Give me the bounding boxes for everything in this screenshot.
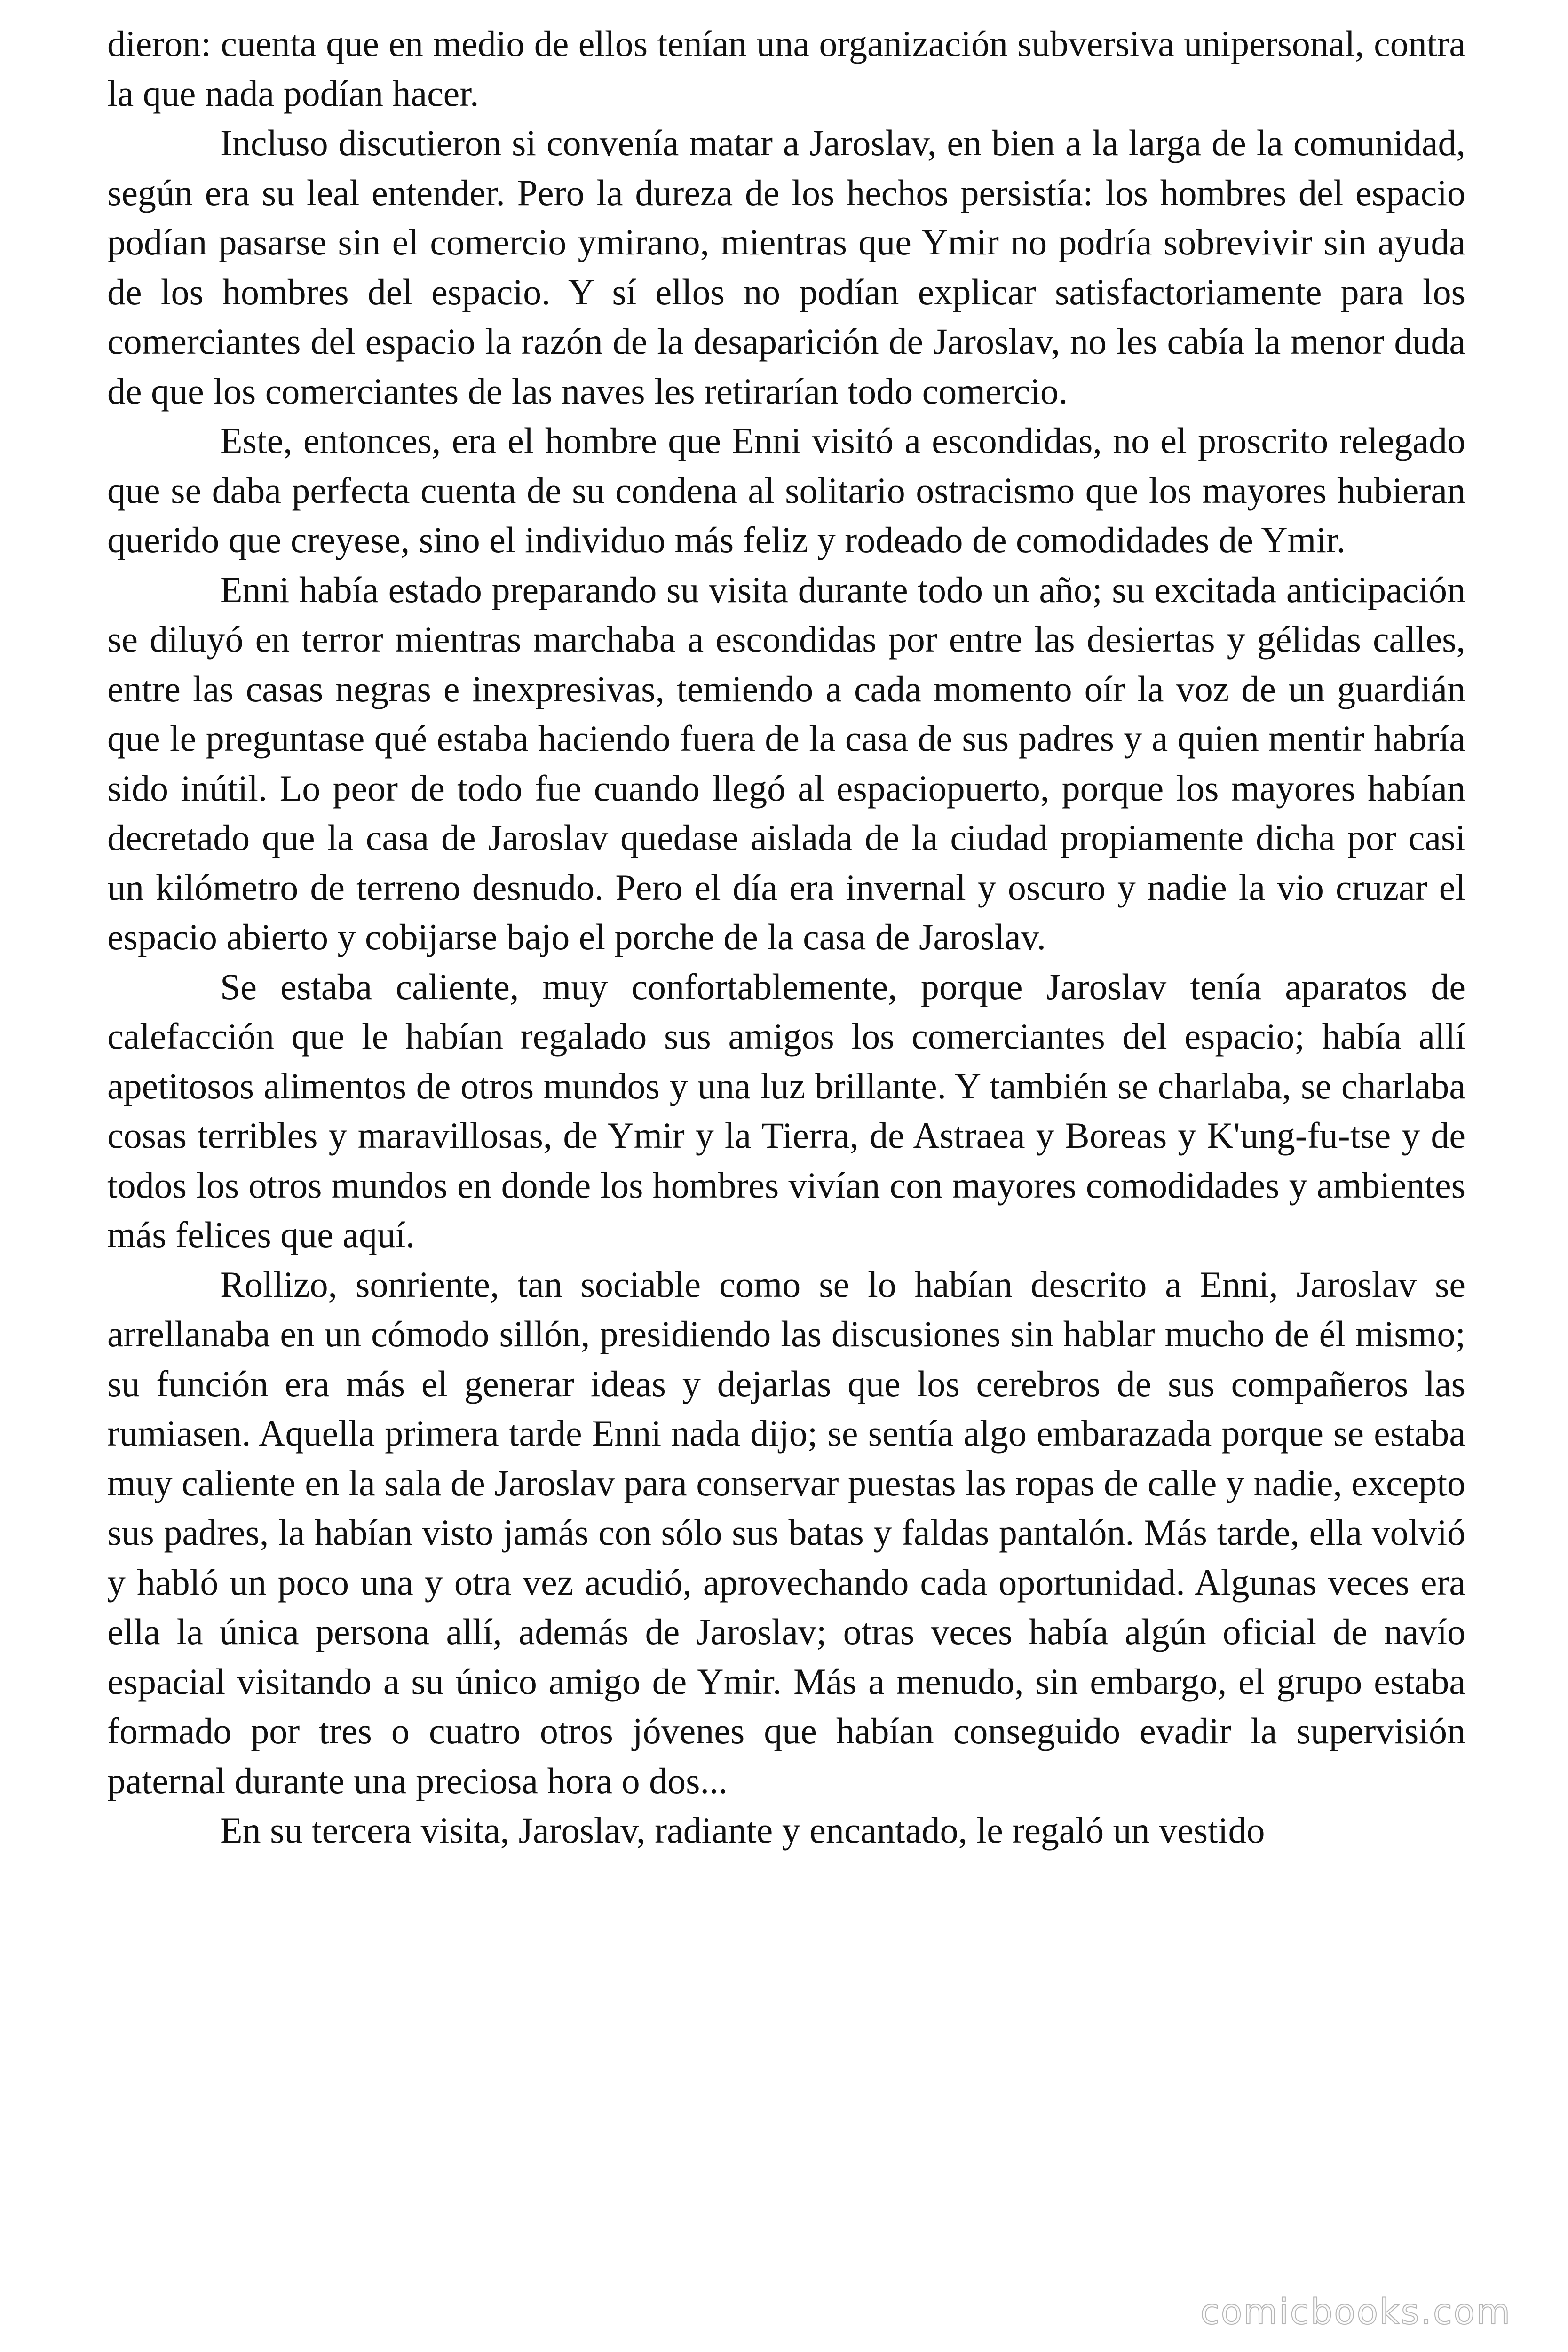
paragraph-7: En su tercera visita, Jaroslav, radiante y encantado, le regaló un vestido <box>220 1810 1265 1851</box>
document-page <box>107 19 1465 1855</box>
paragraph-1: dieron: cuenta que en medio de ellos tenían una organización subversiva unipersonal, contra la que nada podían hacer. <box>107 23 1465 114</box>
watermark: comicbooks.com <box>1200 2292 1512 2332</box>
paragraph-5: Se estaba caliente, muy confortablemente, porque Jaroslav tenía aparatos de calefacción que le habían regalado sus amigos los comerciantes del espacio; había allí apetitosos alimentos de otros mundos y una luz brillante. Y también se charlaba, se charlaba cosas terribles y maravillosas, de Ymir y la Tierra, de Astraea y Boreas y K'ung-fu-tse y de todos los otros mundos en donde los hombres vivían con mayores comodidades y ambientes más felices que aquí. <box>107 966 1465 1255</box>
paragraph-4: Enni había estado preparando su visita durante todo un año; su excitada anticipación se diluyó en terror mientras marchaba a escondidas por entre las desiertas y gélidas calles, entre las casas negras e inexpresivas, temiendo a cada momento oír la voz de un guardián que le preguntase qué estaba haciendo fuera de la casa de sus padres y a quien mentir habría sido inútil. Lo peor de todo fue cuando llegó al espaciopuerto, porque los mayores habían decretado que la casa de Jaroslav quedase aislada de la ciudad propiamente dicha por casi un kilómetro de terreno desnudo. Pero el día era invernal y oscuro y nadie la vio cruzar el espacio abierto y cobijarse bajo el porche de la casa de Jaroslav. <box>107 569 1465 957</box>
paragraph-6: Rollizo, sonriente, tan sociable como se lo habían descrito a Enni, Jaroslav se arrellanaba en un cómodo sillón, presidiendo las discusiones sin hablar mucho de él mismo; su función era más el generar ideas y dejarlas que los cerebros de sus compañeros las rumiasen. Aquella primera tarde Enni nada dijo; se sentía algo embarazada porque se estaba muy caliente en la sala de Jaroslav para conservar puestas las ropas de calle y nadie, excepto sus padres, la habían visto jamás con sólo sus batas y faldas pantalón. Más tarde, ella volvió y habló un poco una y otra vez acudió, aprovechando cada oportunidad. Algunas veces era ella la única persona allí, además de Jaroslav; otras veces había algún oficial de navío espacial visitando a su único amigo de Ymir. Más a menudo, sin embargo, el grupo estaba formado por tres o cuatro otros jóvenes que habían conseguido evadir la supervisión paternal durante una preciosa hora o dos... <box>107 1263 1465 1801</box>
paragraph-2: Incluso discutieron si convenía matar a Jaroslav, en bien a la larga de la comunidad, según era su leal entender. Pero la dureza de los hechos persistía: los hombres del espacio podían pasarse sin el comercio ymirano, mientras que Ymir no podría sobrevivir sin ayuda de los hombres del espacio. Y sí ellos no podían explicar satisfactoriamente para los comerciantes del espacio la razón de la desaparición de Jaroslav, no les cabía la menor duda de que los comerciantes de las naves les retirarían todo comercio. <box>107 122 1465 412</box>
paragraph-3: Este, entonces, era el hombre que Enni visitó a escondidas, no el proscrito relegado que se daba perfecta cuenta de su condena al solitario ostracismo que los mayores hubieran querido que creyese, sino el individuo más feliz y rodeado de comodidades de Ymir. <box>107 420 1465 560</box>
